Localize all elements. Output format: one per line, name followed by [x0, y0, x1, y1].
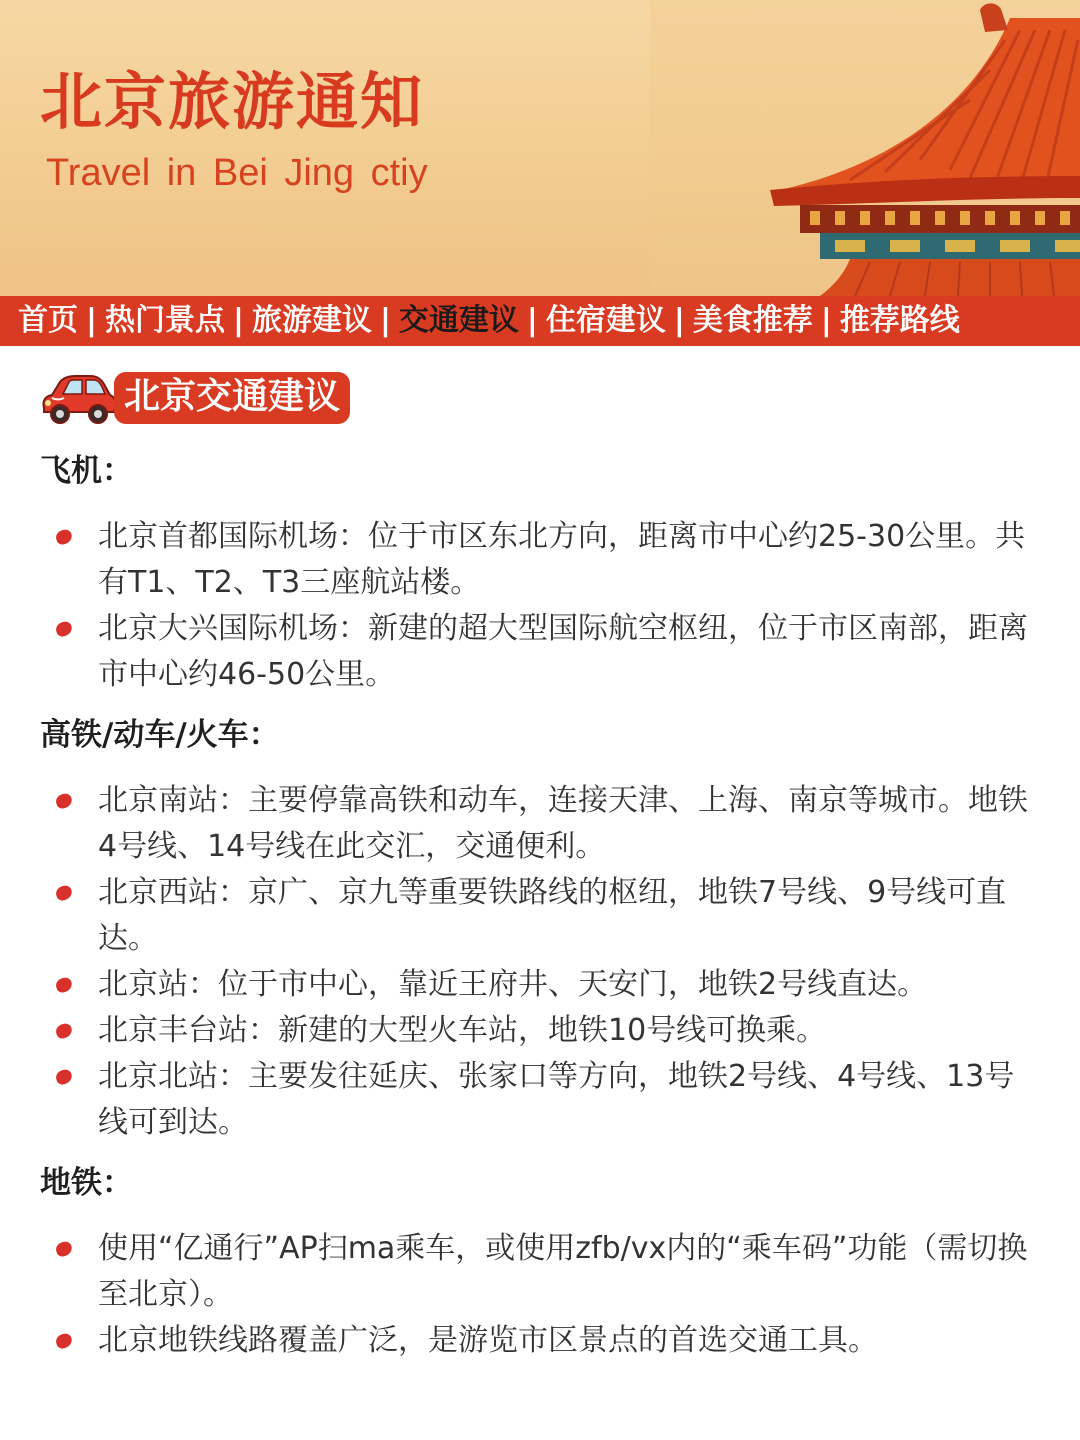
- nav-separator: |: [526, 303, 538, 338]
- list-item: [40, 1226, 1040, 1318]
- nav-separator: |: [673, 303, 685, 338]
- category-subway: [40, 1160, 1040, 1364]
- category-title: 飞机：: [40, 453, 133, 489]
- list-item-text: 北京大兴国际机场：新建的超大型国际航空枢纽，位于市区南部，距离市中心约46-50公里。: [98, 611, 1028, 692]
- list-item: [40, 606, 1040, 698]
- bullet-dot-icon: [54, 620, 74, 638]
- nav-item-travel-tips[interactable]: 旅游建议: [251, 303, 372, 338]
- list-item: [40, 514, 1040, 606]
- bullet-dot-icon: [54, 528, 74, 546]
- category-plane: [40, 448, 1040, 698]
- section-heading: [38, 370, 350, 426]
- nav-separator: |: [820, 303, 832, 338]
- list-item: [40, 1318, 1040, 1364]
- transport-content: [40, 448, 1040, 1378]
- nav-item-routes[interactable]: 推荐路线: [839, 303, 960, 338]
- nav-separator: |: [86, 303, 97, 338]
- nav-item-food[interactable]: 美食推荐: [692, 303, 813, 338]
- bullet-dot-icon: [54, 792, 74, 810]
- category-title: 高铁/动车/火车：: [40, 717, 280, 753]
- list-item-text: 北京首都国际机场：位于市区东北方向，距离市中心约25-30公里。共有T1、T2、T3三座航站楼。: [98, 519, 1026, 600]
- palace-roof-illustration: [650, 0, 1080, 296]
- list-item-text: 使用“亿通行”AP扫ma乘车，或使用zfb/vx内的“乘车码”功能（需切换至北京）。: [98, 1231, 1028, 1312]
- list-item-text: 北京地铁线路覆盖广泛，是游览市区景点的首选交通工具。: [98, 1323, 878, 1358]
- list-item-text: 北京站：位于市中心，靠近王府井、天安门，地铁2号线直达。: [98, 967, 928, 1002]
- list-item: [40, 962, 1040, 1008]
- list-item-text: 北京北站：主要发往延庆、张家口等方向，地铁2号线、4号线、13号线可到达。: [98, 1059, 1015, 1140]
- item-list: [40, 778, 1040, 1146]
- page-title: 北京旅游通知: [40, 65, 425, 138]
- list-item-text: 北京南站：主要停靠高铁和动车，连接天津、上海、南京等城市。地铁4号线、14号线在此交汇，交通便利。: [98, 783, 1028, 864]
- list-item: [40, 1008, 1040, 1054]
- bullet-dot-icon: [54, 976, 74, 994]
- category-title: 地铁：: [40, 1165, 133, 1201]
- bullet-dot-icon: [54, 884, 74, 902]
- nav-bar: [0, 296, 1080, 346]
- bullet-dot-icon: [54, 1332, 74, 1350]
- list-item: [40, 778, 1040, 870]
- bullet-dot-icon: [54, 1068, 74, 1086]
- page-subtitle: Travel in Bei Jing ctiy: [46, 152, 428, 194]
- header-banner: [0, 0, 1080, 296]
- list-item: [40, 1054, 1040, 1146]
- nav-item-attractions[interactable]: 热门景点: [104, 303, 225, 338]
- nav-item-transport[interactable]: 交通建议: [398, 303, 519, 338]
- list-item-text: 北京西站：京广、京九等重要铁路线的枢纽，地铁7号线、9号线可直达。: [98, 875, 1007, 956]
- bullet-dot-icon: [54, 1240, 74, 1258]
- list-item-text: 北京丰台站：新建的大型火车站，地铁10号线可换乘。: [98, 1013, 827, 1048]
- section-title: 北京交通建议: [114, 372, 350, 424]
- item-list: [40, 1226, 1040, 1364]
- nav-separator: |: [379, 303, 391, 338]
- car-icon: [38, 370, 118, 426]
- nav-item-lodging[interactable]: 住宿建议: [545, 303, 666, 338]
- nav-separator: |: [232, 303, 244, 338]
- bullet-dot-icon: [54, 1022, 74, 1040]
- nav-item-home[interactable]: 首页: [18, 303, 78, 338]
- category-rail: [40, 712, 1040, 1146]
- item-list: [40, 514, 1040, 698]
- list-item: [40, 870, 1040, 962]
